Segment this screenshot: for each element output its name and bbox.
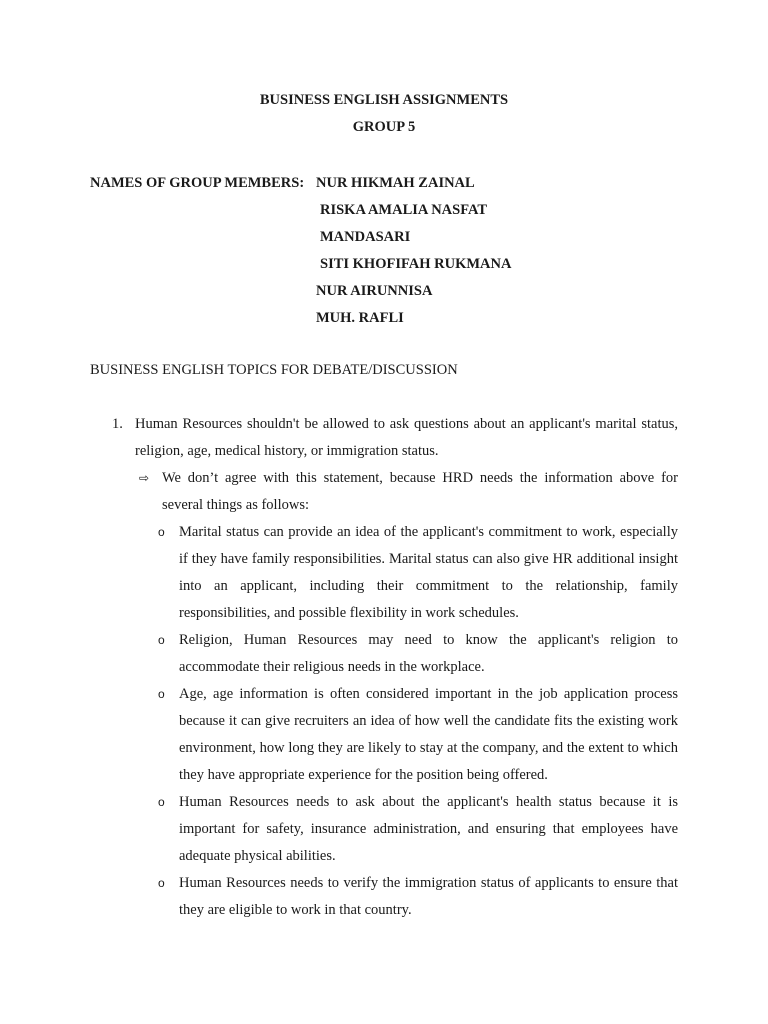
question-number: 1.: [112, 416, 123, 432]
arrow-icon: ⇨: [139, 471, 150, 485]
section-heading: BUSINESS ENGLISH TOPICS FOR DEBATE/DISCUSSION: [90, 362, 458, 378]
answer-text: We don’t agree with this statement, because HRD needs the information above for several things as follows:: [162, 470, 678, 513]
document-title: BUSINESS ENGLISH ASSIGNMENTS: [259, 92, 509, 108]
answer-item: [136, 465, 678, 519]
bullet-icon: o: [158, 633, 165, 647]
bullet-icon: o: [158, 687, 165, 701]
members-label: NAMES OF GROUP MEMBERS:: [90, 175, 305, 191]
list-item: [156, 681, 678, 789]
bullet-list: [112, 519, 678, 924]
list-item: [156, 627, 678, 681]
question-list: [112, 411, 678, 924]
bullet-text: Religion, Human Resources may need to know the applicant's religion to accommodate their religious needs in the workplace.: [179, 632, 678, 675]
member-name: NUR AIRUNNISA: [316, 283, 433, 299]
list-item: [156, 519, 678, 627]
bullet-icon: o: [158, 525, 165, 539]
bullet-text: Human Resources needs to ask about the applicant's health status because it is important for safety, insurance administration, and ensuring that employees have adequate physical abilities.: [179, 794, 678, 864]
list-item: [156, 789, 678, 870]
question-text: Human Resources shouldn't be allowed to ask questions about an applicant's marital status, religion, age, medical history, or immigration status.: [135, 416, 678, 459]
bullet-text: Age, age information is often considered important in the job application process because it can give recruiters an idea of how well the candidate fits the existing work environment, how long they are likely to stay at the company, and the extent to which they have appropriate experience for the position being offered.: [179, 686, 678, 783]
bullet-text: Human Resources needs to verify the immigration status of applicants to ensure that they are eligible to work in that country.: [179, 875, 678, 918]
bullet-icon: o: [158, 795, 165, 809]
question-item: [112, 411, 678, 465]
bullet-icon: o: [158, 876, 165, 890]
bullet-text: Marital status can provide an idea of the applicant's commitment to work, especially if they have family responsibilities. Marital status can also give HR additional insight into an applicant, including their commitment to the relationship, family responsibilities, and possible flexibility in work schedules.: [179, 524, 678, 621]
member-name: RISKA AMALIA NASFAT: [320, 202, 488, 218]
member-name: NUR HIKMAH ZAINAL: [316, 175, 475, 191]
member-name: SITI KHOFIFAH RUKMANA: [320, 256, 512, 272]
list-item: [156, 870, 678, 924]
document-subtitle: GROUP 5: [352, 119, 416, 135]
member-name: MANDASARI: [320, 229, 411, 245]
member-name: MUH. RAFLI: [316, 310, 404, 326]
